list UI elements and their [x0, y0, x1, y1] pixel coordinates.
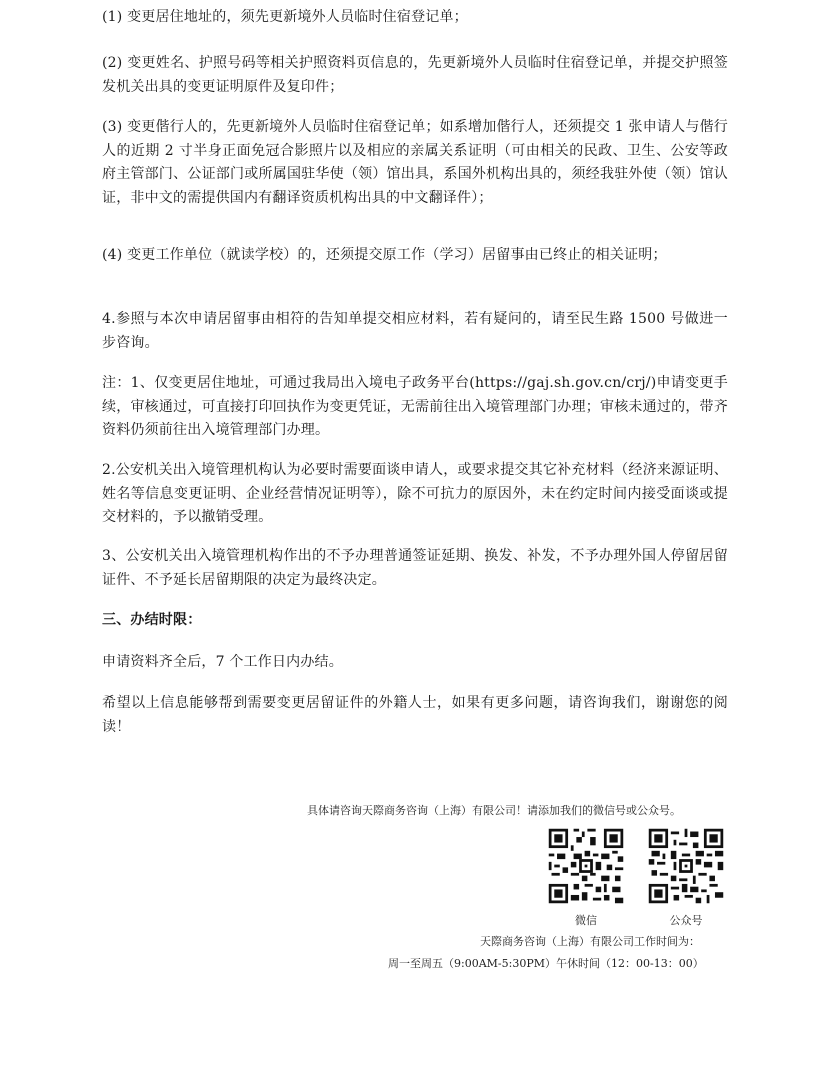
- footer-hours-detail: 周一至周五（9:00AM-5:30PM）午休时间（12：00-13：00）: [388, 957, 704, 970]
- footer-hours-title: 天際商务咨询（上海）有限公司工作时间为：: [480, 935, 700, 948]
- paragraph-change-address: (1) 变更居住地址的，须先更新境外人员临时住宿登记单；: [102, 9, 468, 25]
- wechat-qr-code: [546, 826, 626, 906]
- paragraph-note-3: 3、公安机关出入境管理机构作出的不予办理普通签证延期、换发、补发，不予办理外国人停留居留证件、不予延长居留期限的决定为最终决定。: [102, 548, 728, 588]
- paragraph-change-employer: (4) 变更工作单位（就读学校）的，还须提交原工作（学习）居留事由已终止的相关证明；: [102, 247, 667, 263]
- official-account-qr-label: 公众号: [669, 914, 703, 927]
- section-heading-deadline: 三、办结时限：: [102, 612, 202, 628]
- paragraph-note-2: 2.公安机关出入境管理机构认为必要时需要面谈申请人，或要求提交其它补充材料（经济来源证明、姓名等信息变更证明、企业经营情况证明等），除不可抗力的原因外，未在约定时间内接受面谈或提交材料的，予以撤销受理。: [102, 462, 728, 525]
- official-account-qr-code: [646, 826, 726, 906]
- wechat-qr-label: 微信: [575, 914, 597, 927]
- paragraph-note-1: 注：1、仅变更居住地址，可通过我局出入境电子政务平台(https://gaj.sh.gov.cn/crj/)申请变更手续，审核通过，可直接打印回执作为变更凭证，无需前往出入境管理部门办理；审核未通过的，带齐资料仍须前往出入境管理部门办理。: [102, 375, 728, 438]
- paragraph-change-passport-info: (2) 变更姓名、护照号码等相关护照资料页信息的，先更新境外人员临时住宿登记单，并提交护照签发机关出具的变更证明原件及复印件；: [102, 55, 728, 95]
- paragraph-change-accompanying: (3) 变更偕行人的，先更新境外人员临时住宿登记单；如系增加偕行人，还须提交 1 张申请人与偕行人的近期 2 寸半身正面免冠合影照片以及相应的亲属关系证明（可由相关的民政、卫生、公安等政府主管部门、公证部门或所属国驻华使（领）馆出具，系国外机构出具的，须经我驻外使（领）馆认证，非中文的需提供国内有翻译资质机构出具的中文翻译件）；: [102, 119, 728, 206]
- paragraph-closing: 希望以上信息能够帮到需要变更居留证件的外籍人士，如果有更多问题，请咨询我们，谢谢您的阅读！: [102, 695, 728, 735]
- footer-contact-line: 具体请咨询天際商务咨询（上海）有限公司！请添加我们的微信号或公众号。: [307, 804, 681, 817]
- paragraph-item-4: 4.参照与本次申请居留事由相符的告知单提交相应材料，若有疑问的，请至民生路 1500 号做进一步咨询。: [102, 311, 728, 351]
- paragraph-deadline: 申请资料齐全后，7 个工作日内办结。: [102, 654, 343, 670]
